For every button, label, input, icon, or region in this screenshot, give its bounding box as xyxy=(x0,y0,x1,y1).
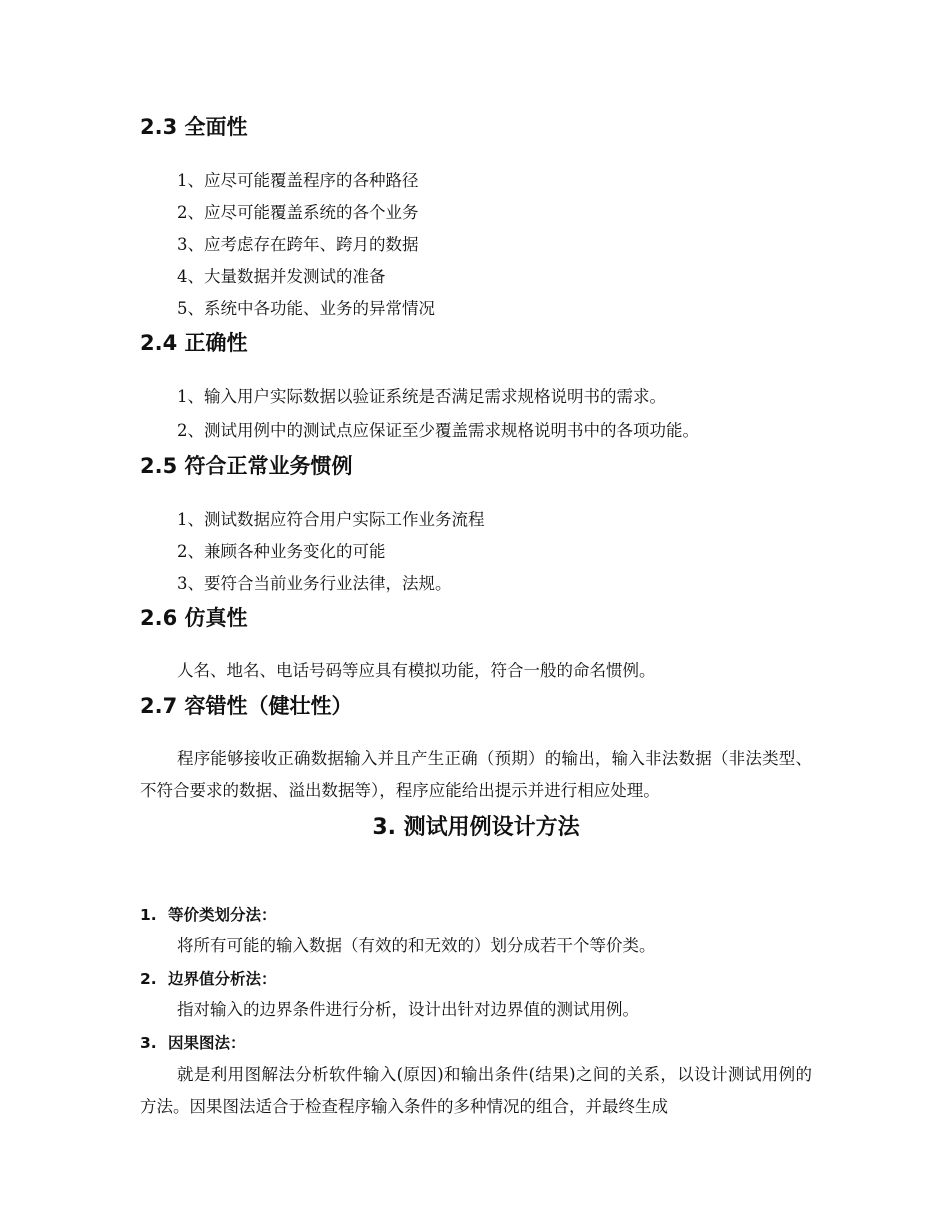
list-item: 1、输入用户实际数据以验证系统是否满足需求规格说明书的需求。 xyxy=(177,387,666,406)
list-item: 2、应尽可能覆盖系统的各个业务 xyxy=(177,203,419,222)
method-number: 1. xyxy=(140,906,157,924)
method-name: 等价类划分法： xyxy=(168,906,277,924)
list-item: 1、测试数据应符合用户实际工作业务流程 xyxy=(177,510,485,529)
method-description: 将所有可能的输入数据（有效的和无效的）划分成若干个等价类。 xyxy=(177,936,656,955)
method-number: 3. xyxy=(140,1034,157,1052)
list-item: 3、应考虑存在跨年、跨月的数据 xyxy=(177,235,419,254)
paragraph: 程序能够接收正确数据输入并且产生正确（预期）的输出，输入非法数据（非法类型、不符合要求的数据、溢出数据等），程序应能给出提示并进行相应处理。 xyxy=(140,749,812,800)
method-name: 因果图法： xyxy=(168,1034,246,1052)
section-heading-2-5: 2.5 符合正常业务惯例 xyxy=(140,454,353,478)
method-name: 边界值分析法： xyxy=(168,970,277,988)
method-heading xyxy=(140,903,277,927)
method-description: 就是利用图解法分析软件输入(原因)和输出条件(结果)之间的关系，以设计测试用例的方法。因果图法适合于检查程序输入条件的多种情况的组合，并最终生成 xyxy=(140,1065,812,1116)
method-description: 指对输入的边界条件进行分析，设计出针对边界值的测试用例。 xyxy=(177,1000,639,1019)
list-item: 1、应尽可能覆盖程序的各种路径 xyxy=(177,171,419,190)
section-heading-2-3: 2.3 全面性 xyxy=(140,115,248,139)
list-item: 2、兼顾各种业务变化的可能 xyxy=(177,542,386,561)
method-heading xyxy=(140,967,277,991)
list-item: 3、要符合当前业务行业法律，法规。 xyxy=(177,574,452,593)
chapter-title: 3. 测试用例设计方法 xyxy=(372,815,580,840)
section-heading-2-4: 2.4 正确性 xyxy=(140,331,248,355)
paragraph: 人名、地名、电话号码等应具有模拟功能，符合一般的命名惯例。 xyxy=(177,661,656,680)
section-heading-2-6: 2.6 仿真性 xyxy=(140,606,248,630)
list-item: 2、测试用例中的测试点应保证至少覆盖需求规格说明书中的各项功能。 xyxy=(177,421,699,440)
method-number: 2. xyxy=(140,970,157,988)
method-heading xyxy=(140,1031,246,1055)
section-heading-2-7: 2.7 容错性（健壮性） xyxy=(140,694,353,718)
list-item: 4、大量数据并发测试的准备 xyxy=(177,267,386,286)
list-item: 5、系统中各功能、业务的异常情况 xyxy=(177,299,435,318)
